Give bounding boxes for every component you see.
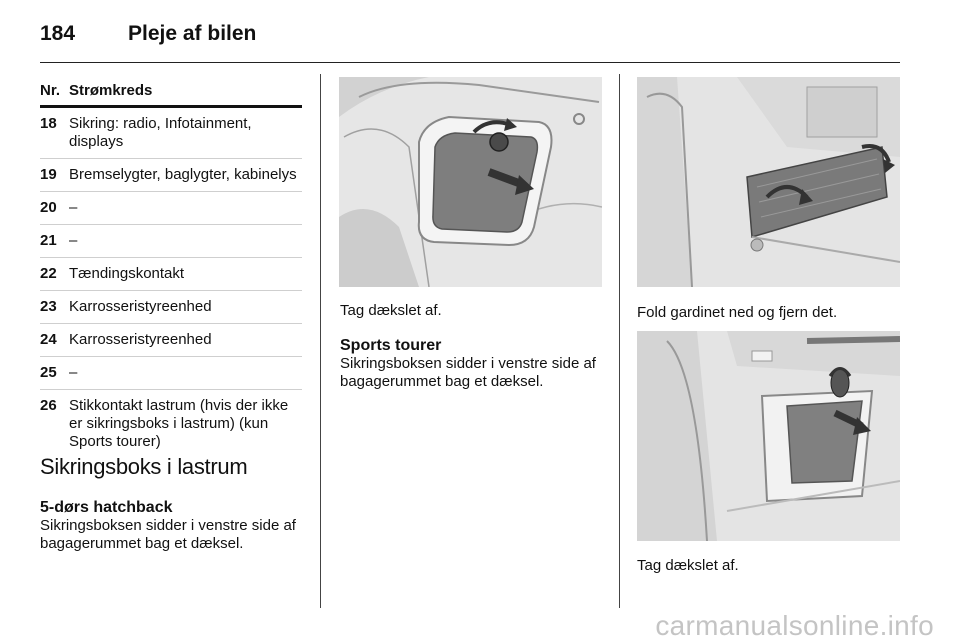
fuse-number: 23 [40, 298, 57, 315]
watermark: carmanualsonline.info [655, 610, 934, 641]
caption-fold-curtain: Fold gardinet ned og fjern det. [637, 304, 838, 321]
fuse-number: 18 [40, 115, 57, 132]
caption-remove-cover-1: Tag dækslet af. [340, 302, 442, 319]
fuse-number: 26 [40, 397, 57, 414]
table-row [40, 192, 302, 225]
fuse-circuit: Stikkontakt lastrum (hvis der ikke er sikringsboks i lastrum) (kun Sports tourer) [69, 397, 289, 450]
fuse-circuit: Karrosseristyreenhed [69, 331, 212, 348]
table-row [40, 258, 302, 291]
column-divider [619, 74, 620, 608]
tourer-heading: Sports tourer [340, 337, 442, 354]
table-row [40, 108, 302, 159]
fold-curtain-illustration [637, 77, 900, 287]
table-row [40, 159, 302, 192]
section-heading: Sikringsboks i lastrum [40, 454, 248, 479]
page-header [40, 18, 900, 63]
page-number: 184 [40, 22, 76, 45]
tourer-fuse-cover-illustration [637, 331, 900, 541]
fuse-table-header [40, 78, 302, 108]
table-row [40, 390, 302, 458]
hatchback-fuse-cover-illustration [339, 77, 602, 287]
fuse-number: 20 [40, 199, 57, 216]
fuse-circuit: Tændingskontakt [69, 265, 185, 282]
hatchback-block [40, 498, 310, 553]
fuse-circuit: Sikring: radio, Infotainment, displays [69, 115, 252, 150]
table-row [40, 324, 302, 357]
fuse-number: 24 [40, 331, 57, 348]
fuse-number: 19 [40, 166, 57, 183]
page-title: Pleje af bilen [128, 22, 257, 45]
hatchback-heading: 5-dørs hatchback [40, 499, 173, 516]
table-row [40, 225, 302, 258]
fuse-number: 21 [40, 232, 57, 249]
hatchback-text: Sikringsboksen sidder i venstre side af bagagerummet bag et dæksel. [40, 517, 296, 552]
fuse-circuit: – [69, 199, 78, 216]
fuse-circuit: Bremselygter, baglygter, kabinelys [69, 166, 297, 183]
tourer-block [340, 336, 602, 391]
fuse-number: 25 [40, 364, 57, 381]
fuse-circuit: – [69, 232, 78, 249]
tourer-text: Sikringsboksen sidder i venstre side af bagagerummet bag et dæksel. [340, 355, 596, 390]
fuse-circuit: Karrosseristyreenhed [69, 298, 212, 315]
column-header-circuit: Strømkreds [69, 82, 153, 99]
caption-remove-cover-2: Tag dækslet af. [637, 557, 739, 574]
table-row [40, 357, 302, 390]
column-divider [320, 74, 321, 608]
table-row [40, 291, 302, 324]
fuse-circuit: – [69, 364, 78, 381]
column-header-nr: Nr. [40, 82, 61, 99]
fuse-number: 22 [40, 265, 57, 282]
fuse-table [40, 78, 302, 458]
